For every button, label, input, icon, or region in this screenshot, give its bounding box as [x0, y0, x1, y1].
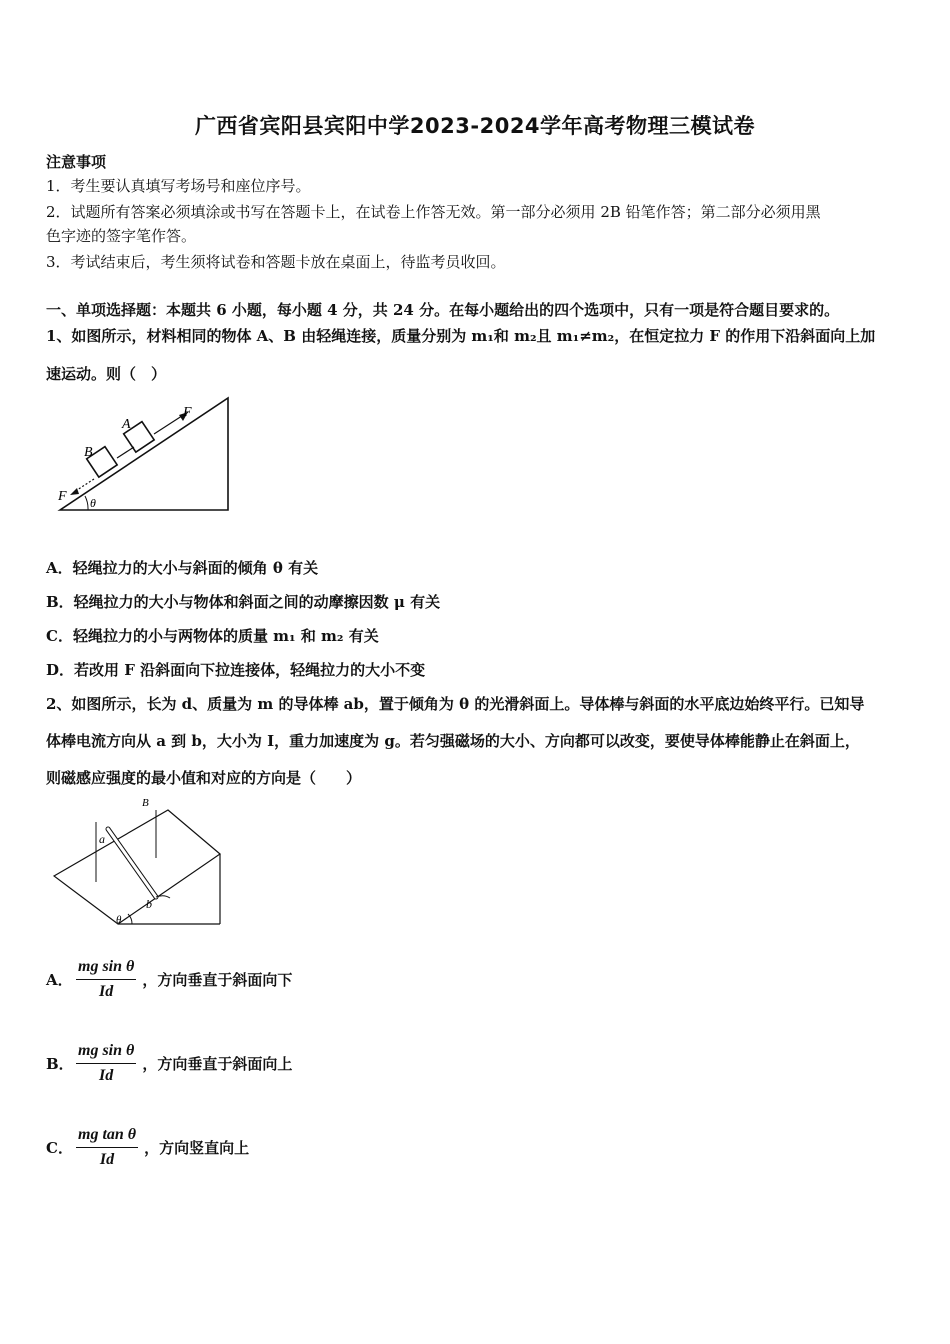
notice-item-2: 2．试题所有答案必须填涂或书写在答题卡上，在试卷上作答无效。第一部分必须用 2B 铅笔作答；第二部分必须用黑	[46, 203, 821, 221]
notice-item-3: 3．考试结束后，考生须将试卷和答题卡放在桌面上，待监考员收回。	[46, 253, 506, 271]
q2-option-a	[46, 958, 292, 1001]
label-f-up: F	[183, 405, 192, 420]
label-field-b: B	[142, 797, 149, 809]
q1-incline-figure	[50, 392, 240, 517]
q1-option-d: D．若改用 F 沿斜面向下拉连接体，轻绳拉力的大小不变	[46, 661, 426, 679]
notice-item-1: 1．考生要认真填写考场号和座位序号。	[46, 177, 311, 195]
q2-option-a-label: A．	[46, 971, 73, 989]
label-a: A	[122, 417, 131, 432]
q1-option-c: C．轻绳拉力的小与两物体的质量 m₁ 和 m₂ 有关	[46, 627, 379, 645]
q2-option-c-text: ，方向竖直向上	[144, 1139, 250, 1157]
notice-heading: 注意事项	[46, 153, 107, 171]
fraction-numerator: mg sin θ	[76, 958, 136, 980]
fraction-numerator: mg sin θ	[76, 1042, 136, 1064]
page-title: 广西省宾阳县宾阳中学2023-2024学年高考物理三模试卷	[194, 114, 756, 138]
label-b: B	[84, 445, 93, 460]
q2-option-a-fraction	[76, 958, 136, 1001]
theta-arc	[85, 496, 88, 510]
q1-option-b: B．轻绳拉力的大小与物体和斜面之间的动摩擦因数 μ 有关	[46, 593, 441, 611]
q2-option-b	[46, 1042, 292, 1085]
q2-option-c-label: C．	[46, 1139, 73, 1157]
q2-option-b-text: ，方向垂直于斜面向上	[142, 1055, 293, 1073]
q2-stem-line3: 则磁感应强度的最小值和对应的方向是（ ）	[46, 769, 362, 787]
q2-option-b-label: B．	[46, 1055, 74, 1073]
q2-option-c	[46, 1126, 249, 1169]
section1-heading: 一、单项选择题：本题共 6 小题，每小题 4 分，共 24 分。在每小题给出的四个选项中，只有一项是符合题目要求的。	[46, 301, 840, 319]
q2-option-a-text: ，方向垂直于斜面向下	[142, 971, 293, 989]
label-a: a	[99, 832, 105, 846]
q2-incline-figure	[48, 796, 228, 932]
q2-option-b-fraction	[76, 1042, 136, 1085]
q2-stem-line2: 体棒电流方向从 a 到 b，大小为 I，重力加速度为 g。若匀强磁场的大小、方向都可以改变，要使导体棒能静止在斜面上，	[46, 732, 860, 750]
label-theta: θ	[116, 914, 122, 926]
label-theta: θ	[90, 496, 96, 510]
fraction-denominator: Id	[99, 983, 114, 1000]
label-f-down: F	[58, 489, 67, 504]
notice-item-2-cont: 色字迹的签字笔作答。	[46, 227, 197, 245]
q1-stem-line2: 速运动。则（ ）	[46, 365, 167, 383]
fraction-numerator: mg tan θ	[76, 1126, 138, 1148]
q1-stem-line1: 1、如图所示，材料相同的物体 A、B 由轻绳连接，质量分别为 m₁和 m₂且 m₁≠m₂，在恒定拉力 F 的作用下沿斜面向上加	[46, 327, 876, 345]
fraction-denominator: Id	[99, 1067, 114, 1084]
label-b: b	[146, 897, 152, 911]
q1-option-a: A．轻绳拉力的大小与斜面的倾角 θ 有关	[46, 559, 319, 577]
q2-option-c-fraction	[76, 1126, 138, 1169]
rope	[117, 447, 134, 458]
q2-stem-line1: 2、如图所示，长为 d、质量为 m 的导体棒 ab，置于倾角为 θ 的光滑斜面上。导体棒与斜面的水平底边始终平行。已知导	[46, 695, 865, 713]
fraction-denominator: Id	[99, 1151, 115, 1168]
